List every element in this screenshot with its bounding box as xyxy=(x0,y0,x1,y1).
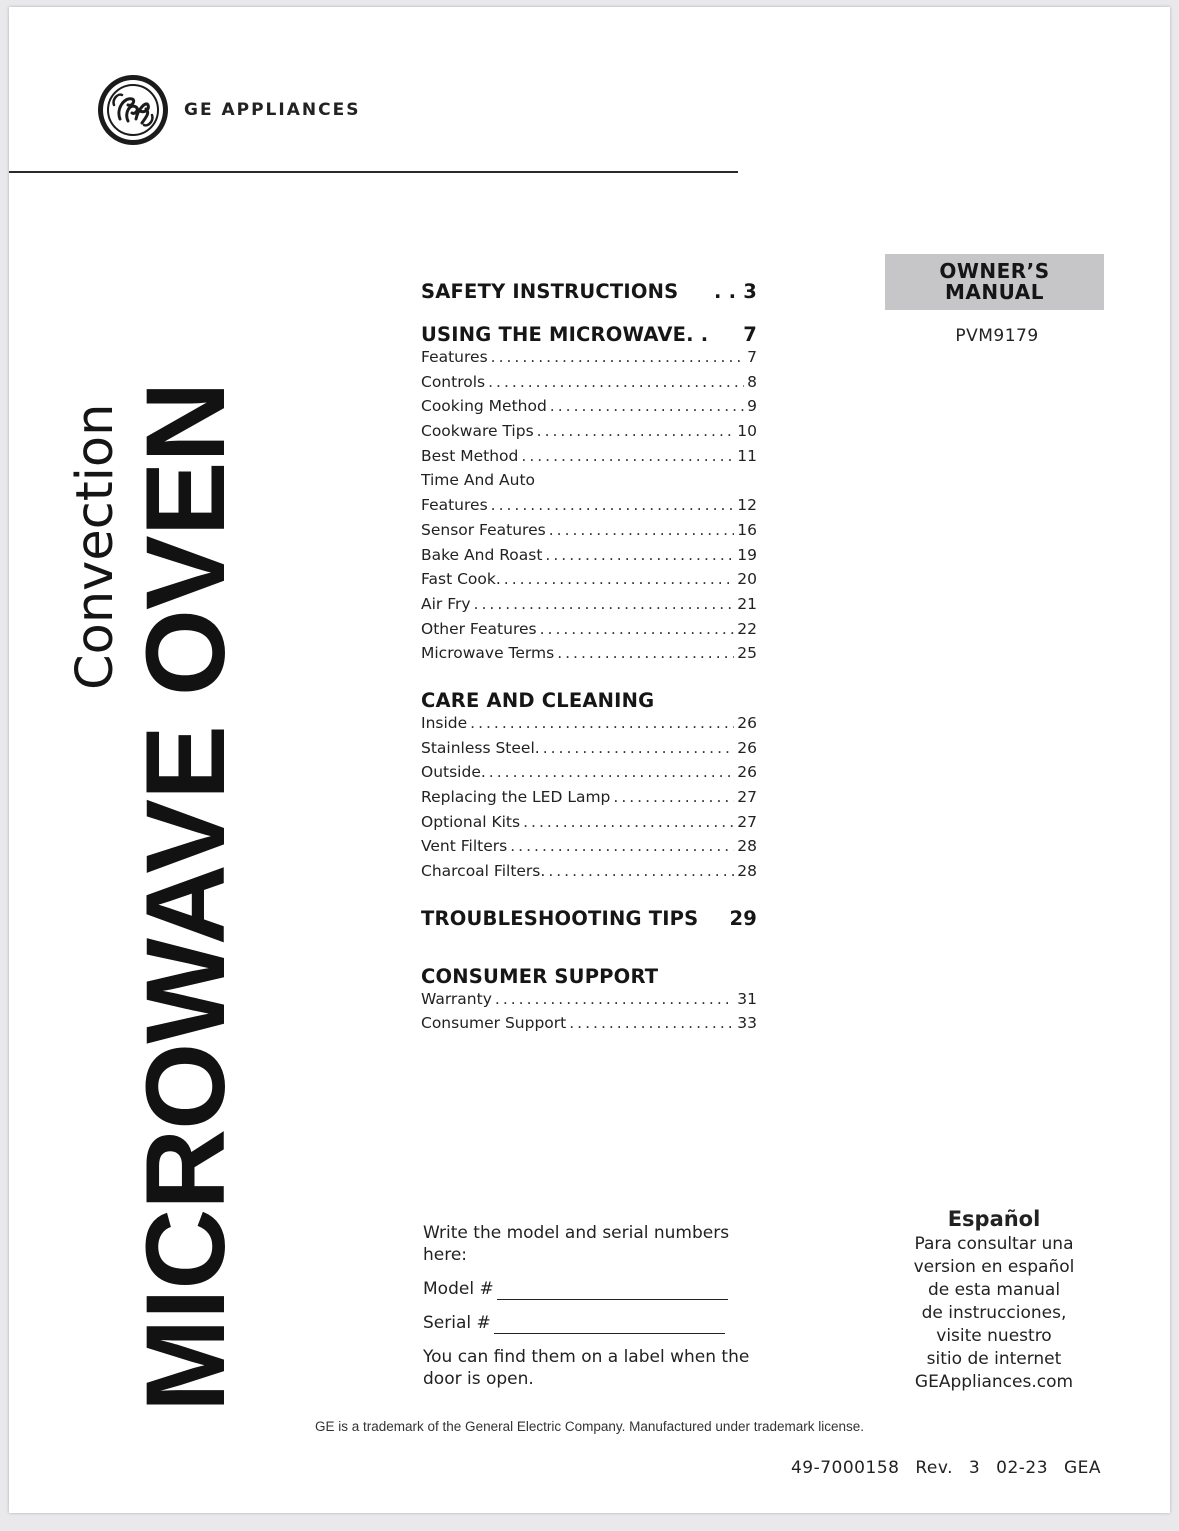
toc-entry-page: 22 xyxy=(737,619,757,638)
toc-entry-label: Bake And Roast xyxy=(421,545,543,564)
toc-entry-page: 11 xyxy=(737,446,757,465)
doc-revision: Rev. 3 xyxy=(915,1458,981,1478)
toc-entry-label: Replacing the LED Lamp xyxy=(421,788,611,806)
model-field-label: Model # xyxy=(423,1279,494,1299)
doc-number: 49-7000158 xyxy=(790,1458,900,1478)
spanish-line: visite nuestro xyxy=(936,1326,1052,1346)
spanish-line: version en español xyxy=(913,1257,1075,1277)
toc-entry-label: Fast Cook. xyxy=(421,570,501,589)
toc-entry-page: 28 xyxy=(737,862,757,881)
toc-entry-label: Features xyxy=(421,496,488,515)
toc-entry-label: Best Method xyxy=(421,446,519,465)
toc-entry[interactable] xyxy=(421,739,757,764)
toc-entry-page: 33 xyxy=(737,1014,757,1033)
toc-entry[interactable] xyxy=(421,990,757,1015)
toc-entry[interactable] xyxy=(421,397,757,422)
toc-entry-page: 16 xyxy=(737,520,757,539)
toc-entry[interactable] xyxy=(421,788,757,813)
product-subtitle: Convection xyxy=(66,403,125,690)
toc-section-consumer[interactable] xyxy=(421,965,757,988)
toc-entry[interactable] xyxy=(421,595,757,620)
toc-entry-label: Cooking Method xyxy=(421,397,547,416)
toc-entry-label: Cookware Tips xyxy=(421,422,534,441)
toc-entry-label: Optional Kits xyxy=(421,812,521,831)
toc-entry[interactable] xyxy=(421,1014,757,1039)
table-of-contents xyxy=(421,280,757,1039)
leader-dots xyxy=(474,595,735,613)
toc-entry[interactable] xyxy=(421,422,757,447)
toc-entry-page: 27 xyxy=(737,812,757,831)
spanish-line: Para consultar una xyxy=(914,1234,1074,1254)
spanish-website-link[interactable]: GEAppliances.com xyxy=(914,1372,1074,1392)
leader-dots xyxy=(491,496,735,514)
toc-section-using[interactable] xyxy=(421,323,757,346)
model-number: PVM9179 xyxy=(955,326,1039,346)
serial-write-line[interactable] xyxy=(494,1315,725,1334)
toc-entry[interactable] xyxy=(421,862,757,887)
owners-manual-badge xyxy=(885,254,1104,310)
toc-section-page: 29 xyxy=(729,906,757,930)
leader-dots xyxy=(504,570,735,588)
toc-entry-label: Sensor Features xyxy=(421,520,546,539)
leader-dots xyxy=(495,990,734,1008)
cover-title-block xyxy=(66,200,248,1412)
toc-section-title: SAFETY INSTRUCTIONS xyxy=(421,280,679,303)
leader-dots xyxy=(489,763,734,781)
document-id xyxy=(791,1458,1101,1478)
leader-dots xyxy=(488,373,744,391)
toc-section-troubleshooting[interactable] xyxy=(421,907,757,930)
toc-entry-label: Controls xyxy=(421,372,486,391)
toc-entry-page: 26 xyxy=(737,763,757,782)
toc-entry-page: 12 xyxy=(737,496,757,515)
spanish-line: de instrucciones, xyxy=(921,1303,1067,1323)
toc-entry-page: 8 xyxy=(747,372,757,391)
record-note: You can find them on a label when the door is open. xyxy=(423,1347,750,1389)
toc-entry[interactable] xyxy=(421,521,757,546)
leader-dots xyxy=(549,521,735,539)
toc-entry-page: 10 xyxy=(737,422,757,441)
ge-logo xyxy=(98,75,168,145)
leader-dots xyxy=(548,862,734,880)
toc-section-title: CONSUMER SUPPORT xyxy=(421,964,659,988)
trademark-notice: GE is a trademark of the General Electric Company. Manufactured under trademark license. xyxy=(315,1419,864,1434)
ge-monogram-icon xyxy=(106,83,160,137)
toc-entry-label: Air Fry xyxy=(421,594,471,613)
toc-entry-page: 9 xyxy=(747,397,757,416)
record-intro: Write the model and serial numbers here: xyxy=(423,1223,730,1265)
toc-entry[interactable] xyxy=(421,763,757,788)
brand-name: GE APPLIANCES xyxy=(184,100,361,120)
toc-section-title: TROUBLESHOOTING TIPS xyxy=(421,906,699,930)
toc-entry-page: 19 xyxy=(737,545,757,564)
toc-entry-label: Consumer Support xyxy=(421,1014,567,1033)
leader-dots xyxy=(540,620,735,638)
toc-entry-page: 25 xyxy=(737,644,757,663)
leader-dots xyxy=(521,447,734,465)
toc-entry-page: 21 xyxy=(737,594,757,613)
toc-entry-page: 7 xyxy=(747,348,757,366)
spanish-line: de esta manual xyxy=(927,1280,1061,1300)
toc-entry-label: Charcoal Filters. xyxy=(421,862,546,881)
toc-section-safety[interactable] xyxy=(421,280,757,303)
leader-dots xyxy=(543,739,735,757)
toc-entry-label: Microwave Terms xyxy=(421,644,555,663)
serial-field-label: Serial # xyxy=(423,1313,491,1333)
toc-entry[interactable] xyxy=(421,373,757,398)
leader-dots xyxy=(491,348,744,366)
leader-dots xyxy=(557,644,734,662)
toc-entry-label: Warranty xyxy=(421,989,492,1008)
toc-entry[interactable] xyxy=(421,620,757,645)
serial-number-field[interactable] xyxy=(423,1312,763,1334)
leader-dots xyxy=(523,813,734,831)
spanish-info-block xyxy=(890,1207,1098,1394)
toc-section-page: 7 xyxy=(743,323,757,346)
toc-entry[interactable] xyxy=(421,813,757,838)
leader-dots xyxy=(550,397,744,415)
toc-entry[interactable] xyxy=(421,471,757,496)
header-divider xyxy=(9,171,738,173)
toc-entry[interactable] xyxy=(421,570,757,595)
badge-line-2: MANUAL xyxy=(945,280,1044,304)
toc-entry[interactable] xyxy=(421,546,757,571)
toc-section-title: USING THE MICROWAVE. . xyxy=(421,323,709,346)
leader-dots xyxy=(613,788,734,806)
toc-entry-page: 26 xyxy=(737,738,757,757)
serial-record-block xyxy=(423,1222,763,1390)
toc-entry-label: Inside xyxy=(421,713,468,732)
toc-entry-label: Outside. xyxy=(421,763,486,782)
toc-entry-label: Other Features xyxy=(421,619,537,638)
toc-entry[interactable] xyxy=(421,644,757,669)
toc-section-care[interactable] xyxy=(421,689,757,712)
leader-dots xyxy=(569,1014,734,1032)
product-title: MICROWAVE OVEN xyxy=(123,382,248,1412)
toc-entry[interactable] xyxy=(421,447,757,472)
toc-section-title: CARE AND CLEANING xyxy=(421,688,655,712)
toc-entry[interactable] xyxy=(421,837,757,862)
spanish-line: sitio de internet xyxy=(926,1349,1062,1369)
toc-entry-page: 27 xyxy=(737,788,757,806)
toc-entry[interactable] xyxy=(421,714,757,739)
toc-care-list xyxy=(421,714,757,887)
toc-consumer-list xyxy=(421,990,757,1039)
toc-entry-label: Time And Auto xyxy=(421,471,536,490)
doc-code: GEA xyxy=(1063,1458,1101,1478)
spanish-title: Español xyxy=(947,1207,1041,1231)
toc-entry-page: 28 xyxy=(737,837,757,856)
badge-line-1: OWNER’S xyxy=(939,259,1050,283)
leader-dots xyxy=(470,714,734,732)
leader-dots xyxy=(510,837,734,855)
toc-entry-label: Stainless Steel. xyxy=(421,738,540,757)
toc-entry[interactable] xyxy=(421,496,757,521)
toc-entry-page: 26 xyxy=(737,713,757,732)
toc-using-list xyxy=(421,348,757,669)
model-number-field[interactable] xyxy=(423,1278,763,1300)
leader-dots xyxy=(545,546,734,564)
leader-dots xyxy=(537,422,735,440)
toc-entry[interactable] xyxy=(421,348,757,373)
toc-entry-label: Vent Filters xyxy=(421,837,508,856)
model-write-line[interactable] xyxy=(497,1281,728,1300)
toc-entry-page: 20 xyxy=(737,570,757,589)
toc-entry-page: 31 xyxy=(737,989,757,1008)
toc-section-page: . . 3 xyxy=(714,280,757,303)
doc-date: 02-23 xyxy=(996,1458,1049,1478)
toc-entry-label: Features xyxy=(421,348,488,366)
